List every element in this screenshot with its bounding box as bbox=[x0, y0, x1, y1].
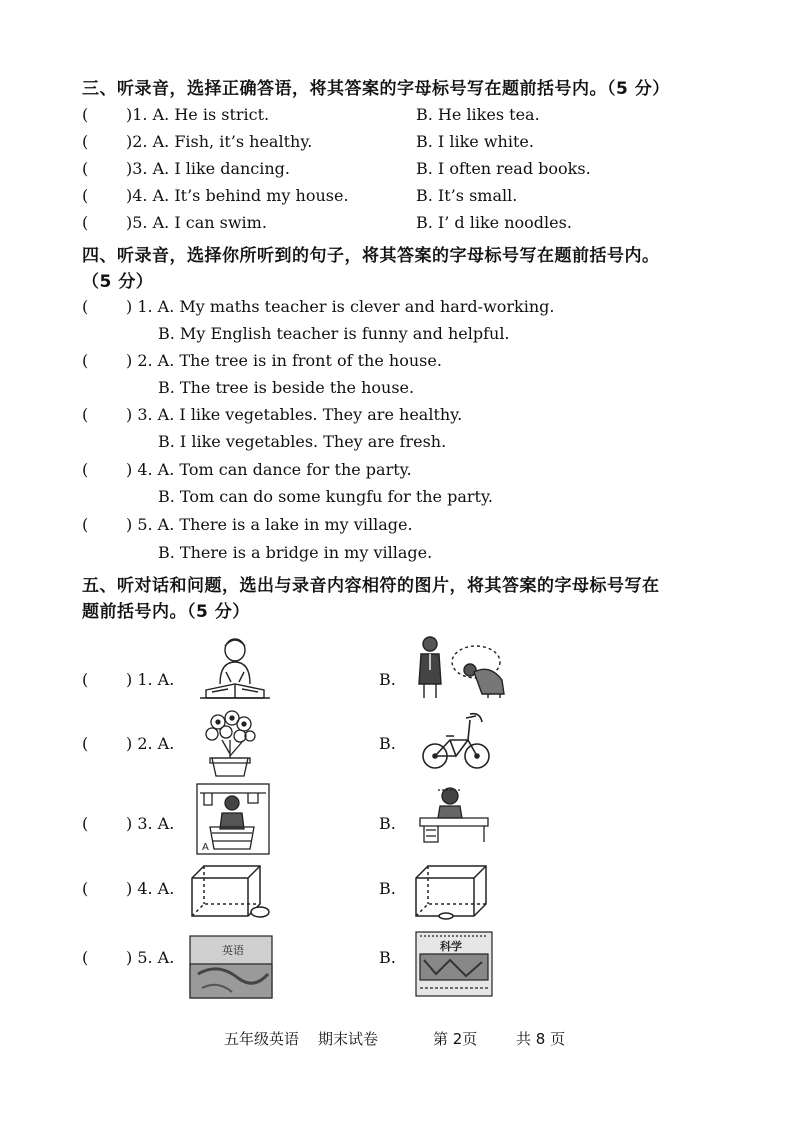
washing-clothes-icon bbox=[196, 783, 270, 855]
answer-paren[interactable]: ( bbox=[82, 460, 89, 479]
s5-item-4-b: B. bbox=[379, 879, 396, 898]
answer-paren[interactable]: ( bbox=[82, 734, 89, 753]
section5-title-2: 题前括号内。（5 分） bbox=[82, 602, 250, 622]
answer-paren[interactable]: ( bbox=[82, 186, 89, 205]
s3-item-4-a: )4. A. It’s behind my house. bbox=[126, 186, 349, 205]
s3-item-3-a: )3. A. I like dancing. bbox=[126, 159, 291, 178]
s5-item-4-a: ) 4. A. bbox=[126, 879, 175, 898]
answer-paren[interactable]: ( bbox=[82, 159, 89, 178]
s4-item-3-a: ) 3. A. I like vegetables. They are healthy. bbox=[126, 405, 463, 424]
s3-item-1-b: B. He likes tea. bbox=[416, 105, 540, 124]
s4-item-1-a: ) 1. A. My maths teacher is clever and hard-working. bbox=[126, 297, 555, 316]
s4-item-4-b: B. Tom can do some kungfu for the party. bbox=[158, 487, 493, 506]
s4-item-3-b: B. I like vegetables. They are fresh. bbox=[158, 432, 447, 451]
box-ball-beside-icon bbox=[188, 862, 272, 920]
s3-item-3-b: B. I often read books. bbox=[416, 159, 591, 178]
answer-paren[interactable]: ( bbox=[82, 814, 89, 833]
s3-item-2-b: B. I like white. bbox=[416, 132, 534, 151]
section3-title: 三、听录音，选择正确答语，将其答案的字母标号写在题前括号内。（5 分） bbox=[82, 79, 670, 99]
s3-item-1-a: )1. A. He is strict. bbox=[126, 105, 270, 124]
s4-item-4-a: ) 4. A. Tom can dance for the party. bbox=[126, 460, 412, 479]
science-book-icon bbox=[414, 930, 496, 998]
answer-paren[interactable]: ( bbox=[82, 405, 89, 424]
s3-item-4-b: B. It’s small. bbox=[416, 186, 518, 205]
footer-page: 第 2页 bbox=[433, 1030, 478, 1048]
s3-item-5-b: B. I’ d like noodles. bbox=[416, 213, 572, 232]
box-ball-under-icon bbox=[412, 862, 492, 920]
flower-pot-icon bbox=[198, 710, 262, 780]
english-book-icon bbox=[188, 934, 274, 1000]
answer-paren[interactable]: ( bbox=[82, 297, 89, 316]
s3-item-5-a: )5. A. I can swim. bbox=[126, 213, 267, 232]
section4-title: 四、听录音，选择你所听到的句子，将其答案的字母标号写在题前括号内。 bbox=[82, 246, 660, 266]
s5-item-1-b: B. bbox=[379, 670, 396, 689]
answer-paren[interactable]: ( bbox=[82, 213, 89, 232]
bicycle-icon bbox=[420, 710, 492, 772]
girl-at-desk-icon bbox=[418, 784, 490, 844]
answer-paren[interactable]: ( bbox=[82, 948, 89, 967]
man-bowing-icon bbox=[412, 634, 510, 700]
answer-paren[interactable]: ( bbox=[82, 132, 89, 151]
answer-paren[interactable]: ( bbox=[82, 879, 89, 898]
s4-item-2-a: ) 2. A. The tree is in front of the house. bbox=[126, 351, 442, 370]
footer-exam: 期末试卷 bbox=[318, 1030, 379, 1048]
s4-item-5-b: B. There is a bridge in my village. bbox=[158, 543, 433, 562]
s5-item-3-b: B. bbox=[379, 814, 396, 833]
girl-reading-icon bbox=[198, 636, 272, 704]
answer-paren[interactable]: ( bbox=[82, 351, 89, 370]
s5-item-5-a: ) 5. A. bbox=[126, 948, 175, 967]
science-book-title: 科学 bbox=[440, 940, 462, 953]
section4-title-score: （5 分） bbox=[82, 272, 154, 292]
s3-item-2-a: )2. A. Fish, it’s healthy. bbox=[126, 132, 313, 151]
pic3a-letter: A bbox=[202, 842, 209, 853]
english-book-title: 英语 bbox=[222, 944, 244, 957]
s4-item-2-b: B. The tree is beside the house. bbox=[158, 378, 415, 397]
footer-subject: 五年级英语 bbox=[224, 1030, 300, 1048]
answer-paren[interactable]: ( bbox=[82, 515, 89, 534]
footer-total: 共 8 页 bbox=[516, 1030, 566, 1048]
s5-item-2-a: ) 2. A. bbox=[126, 734, 175, 753]
s5-item-2-b: B. bbox=[379, 734, 396, 753]
section5-title: 五、听对话和问题，选出与录音内容相符的图片，将其答案的字母标号写在 bbox=[82, 576, 660, 596]
answer-paren[interactable]: ( bbox=[82, 105, 89, 124]
answer-paren[interactable]: ( bbox=[82, 670, 89, 689]
s5-item-1-a: ) 1. A. bbox=[126, 670, 175, 689]
s4-item-5-a: ) 5. A. There is a lake in my village. bbox=[126, 515, 413, 534]
s5-item-3-a: ) 3. A. bbox=[126, 814, 175, 833]
s5-item-5-b: B. bbox=[379, 948, 396, 967]
s4-item-1-b: B. My English teacher is funny and helpful. bbox=[158, 324, 510, 343]
